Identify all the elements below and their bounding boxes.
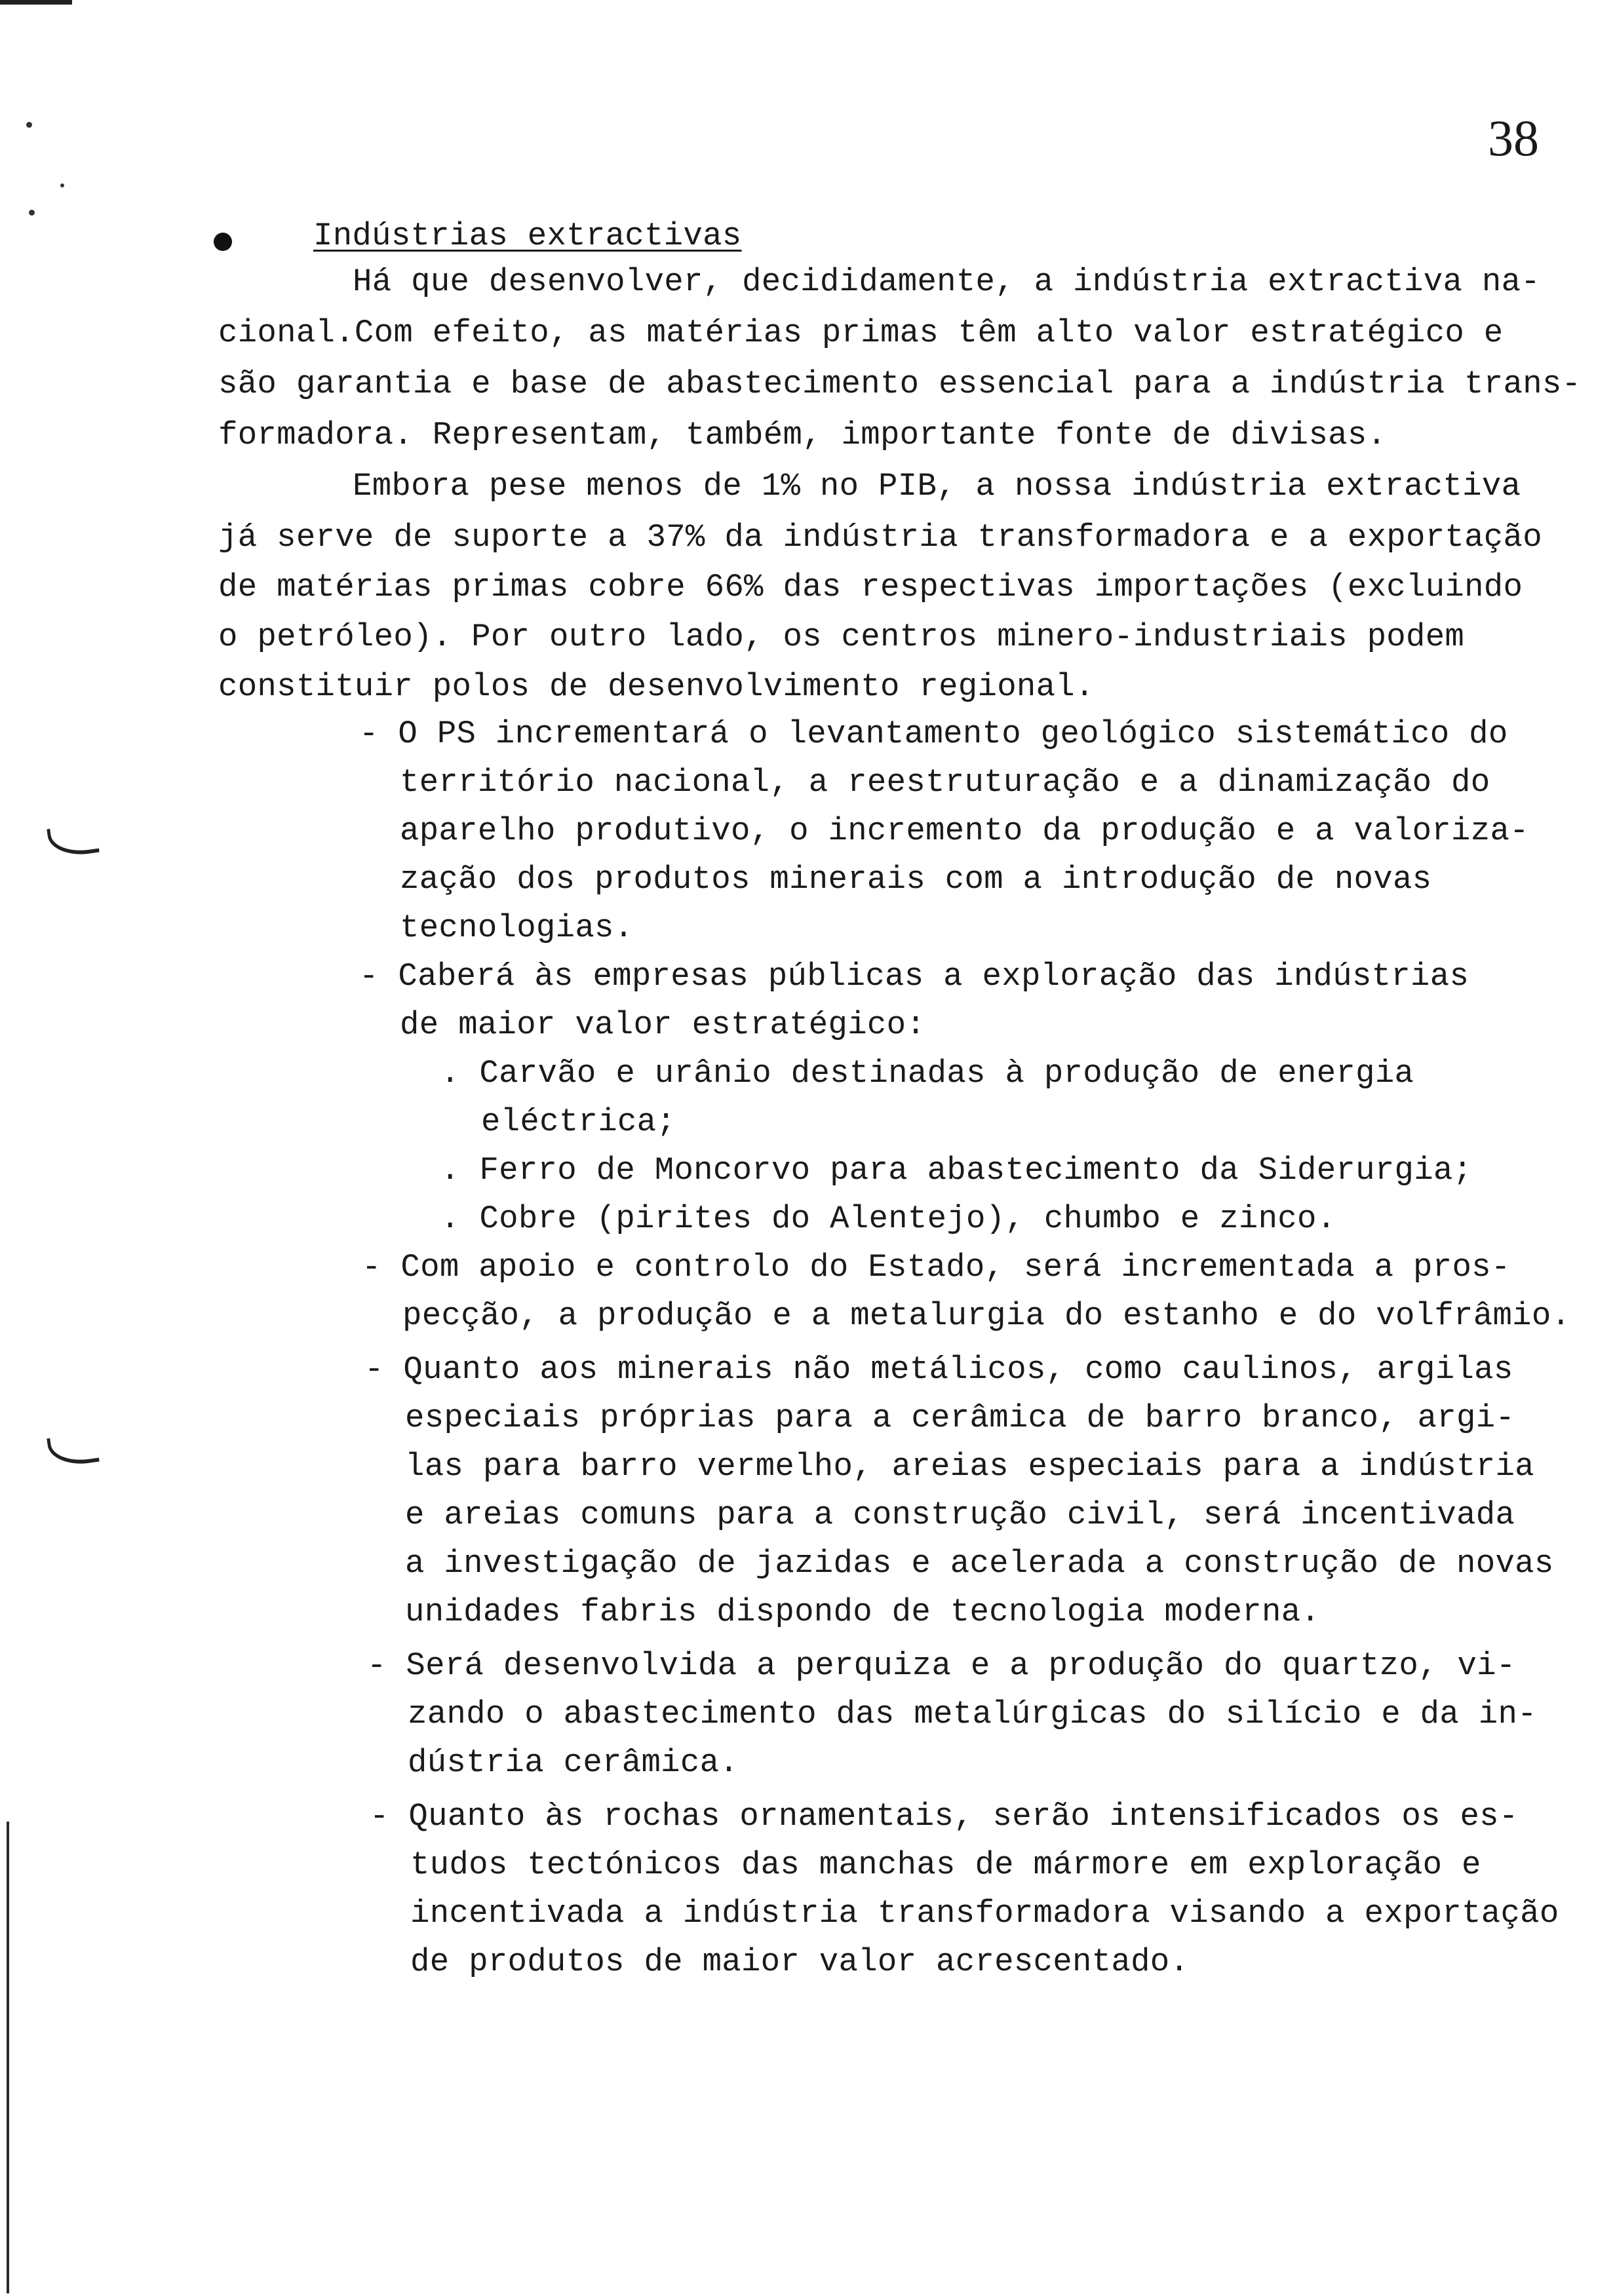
margin-check-mark bbox=[47, 822, 100, 859]
paragraph-line: de matérias primas cobre 66% das respectivas importações (excluindo bbox=[218, 569, 1523, 605]
sub-item-line: . Ferro de Moncorvo para abastecimento da Siderurgia; bbox=[440, 1152, 1473, 1189]
scan-speck bbox=[29, 210, 35, 216]
list-item-line: território nacional, a reestruturação e a dinamização do bbox=[400, 764, 1490, 801]
list-item-line: zação dos produtos minerais com a introdução de novas bbox=[400, 861, 1432, 898]
list-item-line: - Quanto aos minerais não metálicos, como caulinos, argilas bbox=[364, 1351, 1513, 1388]
section-bullet bbox=[214, 233, 232, 251]
sub-item-line: eléctrica; bbox=[481, 1103, 676, 1140]
sub-item-line: . Cobre (pirites do Alentejo), chumbo e zinco. bbox=[440, 1200, 1336, 1237]
list-item-line: aparelho produtivo, o incremento da produção e a valoriza- bbox=[400, 813, 1529, 849]
list-item-line: pecção, a produção e a metalurgia do estanho e do volfrâmio. bbox=[402, 1297, 1571, 1334]
list-item-line: zando o abastecimento das metalúrgicas do silício e da in- bbox=[408, 1696, 1537, 1732]
scan-speck bbox=[60, 183, 64, 187]
list-item-line: especiais próprias para a cerâmica de barro branco, argi- bbox=[405, 1400, 1515, 1436]
list-item-line: a investigação de jazidas e acelerada a construção de novas bbox=[405, 1545, 1554, 1582]
list-item-line: tecnologias. bbox=[400, 909, 634, 946]
paragraph-line: formadora. Representam, também, importante fonte de divisas. bbox=[218, 417, 1387, 453]
list-item-line: - Será desenvolvida a perquiza e a produção do quartzo, vi- bbox=[367, 1647, 1516, 1684]
paragraph-line: são garantia e base de abastecimento essencial para a indústria trans- bbox=[218, 366, 1582, 402]
page-number: 38 bbox=[1488, 109, 1539, 166]
list-item-line: tudos tectónicos das manchas de mármore em exploração e bbox=[410, 1846, 1481, 1883]
paragraph-line: o petróleo). Por outro lado, os centros minero-industriais podem bbox=[218, 619, 1465, 655]
list-item-line: - Quanto às rochas ornamentais, serão intensificados os es- bbox=[370, 1798, 1519, 1835]
list-item-line: de maior valor estratégico: bbox=[400, 1006, 926, 1043]
section-heading: Indústrias extractivas bbox=[313, 218, 742, 254]
list-item-line: - Caberá às empresas públicas a exploração das indústrias bbox=[359, 958, 1469, 995]
list-item-line: - Com apoio e controlo do Estado, será incrementada a pros- bbox=[362, 1249, 1511, 1286]
paragraph-line: constituir polos de desenvolvimento regional. bbox=[218, 668, 1095, 705]
scan-artifact-left-edge bbox=[7, 1822, 9, 2293]
paragraph-line: Há que desenvolver, decididamente, a indústria extractiva na- bbox=[353, 263, 1540, 300]
sub-item-line: . Carvão e urânio destinadas à produção de energia bbox=[440, 1055, 1414, 1092]
scan-speck bbox=[26, 122, 32, 128]
margin-check-mark bbox=[47, 1432, 100, 1468]
scan-artifact-top bbox=[0, 0, 72, 5]
list-item-line: unidades fabris dispondo de tecnologia moderna. bbox=[405, 1594, 1321, 1630]
list-item-line: las para barro vermelho, areias especiais para a indústria bbox=[405, 1448, 1534, 1485]
paragraph-line: já serve de suporte a 37% da indústria transformadora e a exportação bbox=[218, 519, 1542, 556]
list-item-line: dústria cerâmica. bbox=[408, 1744, 739, 1781]
list-item-line: e areias comuns para a construção civil, será incentivada bbox=[405, 1497, 1515, 1533]
list-item-line: - O PS incrementará o levantamento geológico sistemático do bbox=[359, 716, 1508, 752]
list-item-line: incentivada a indústria transformadora visando a exportação bbox=[410, 1895, 1559, 1932]
paragraph-line: Embora pese menos de 1% no PIB, a nossa indústria extractiva bbox=[353, 468, 1521, 505]
paragraph-line: cional.Com efeito, as matérias primas têm alto valor estratégico e bbox=[218, 315, 1504, 351]
list-item-line: de produtos de maior valor acrescentado. bbox=[410, 1943, 1190, 1980]
